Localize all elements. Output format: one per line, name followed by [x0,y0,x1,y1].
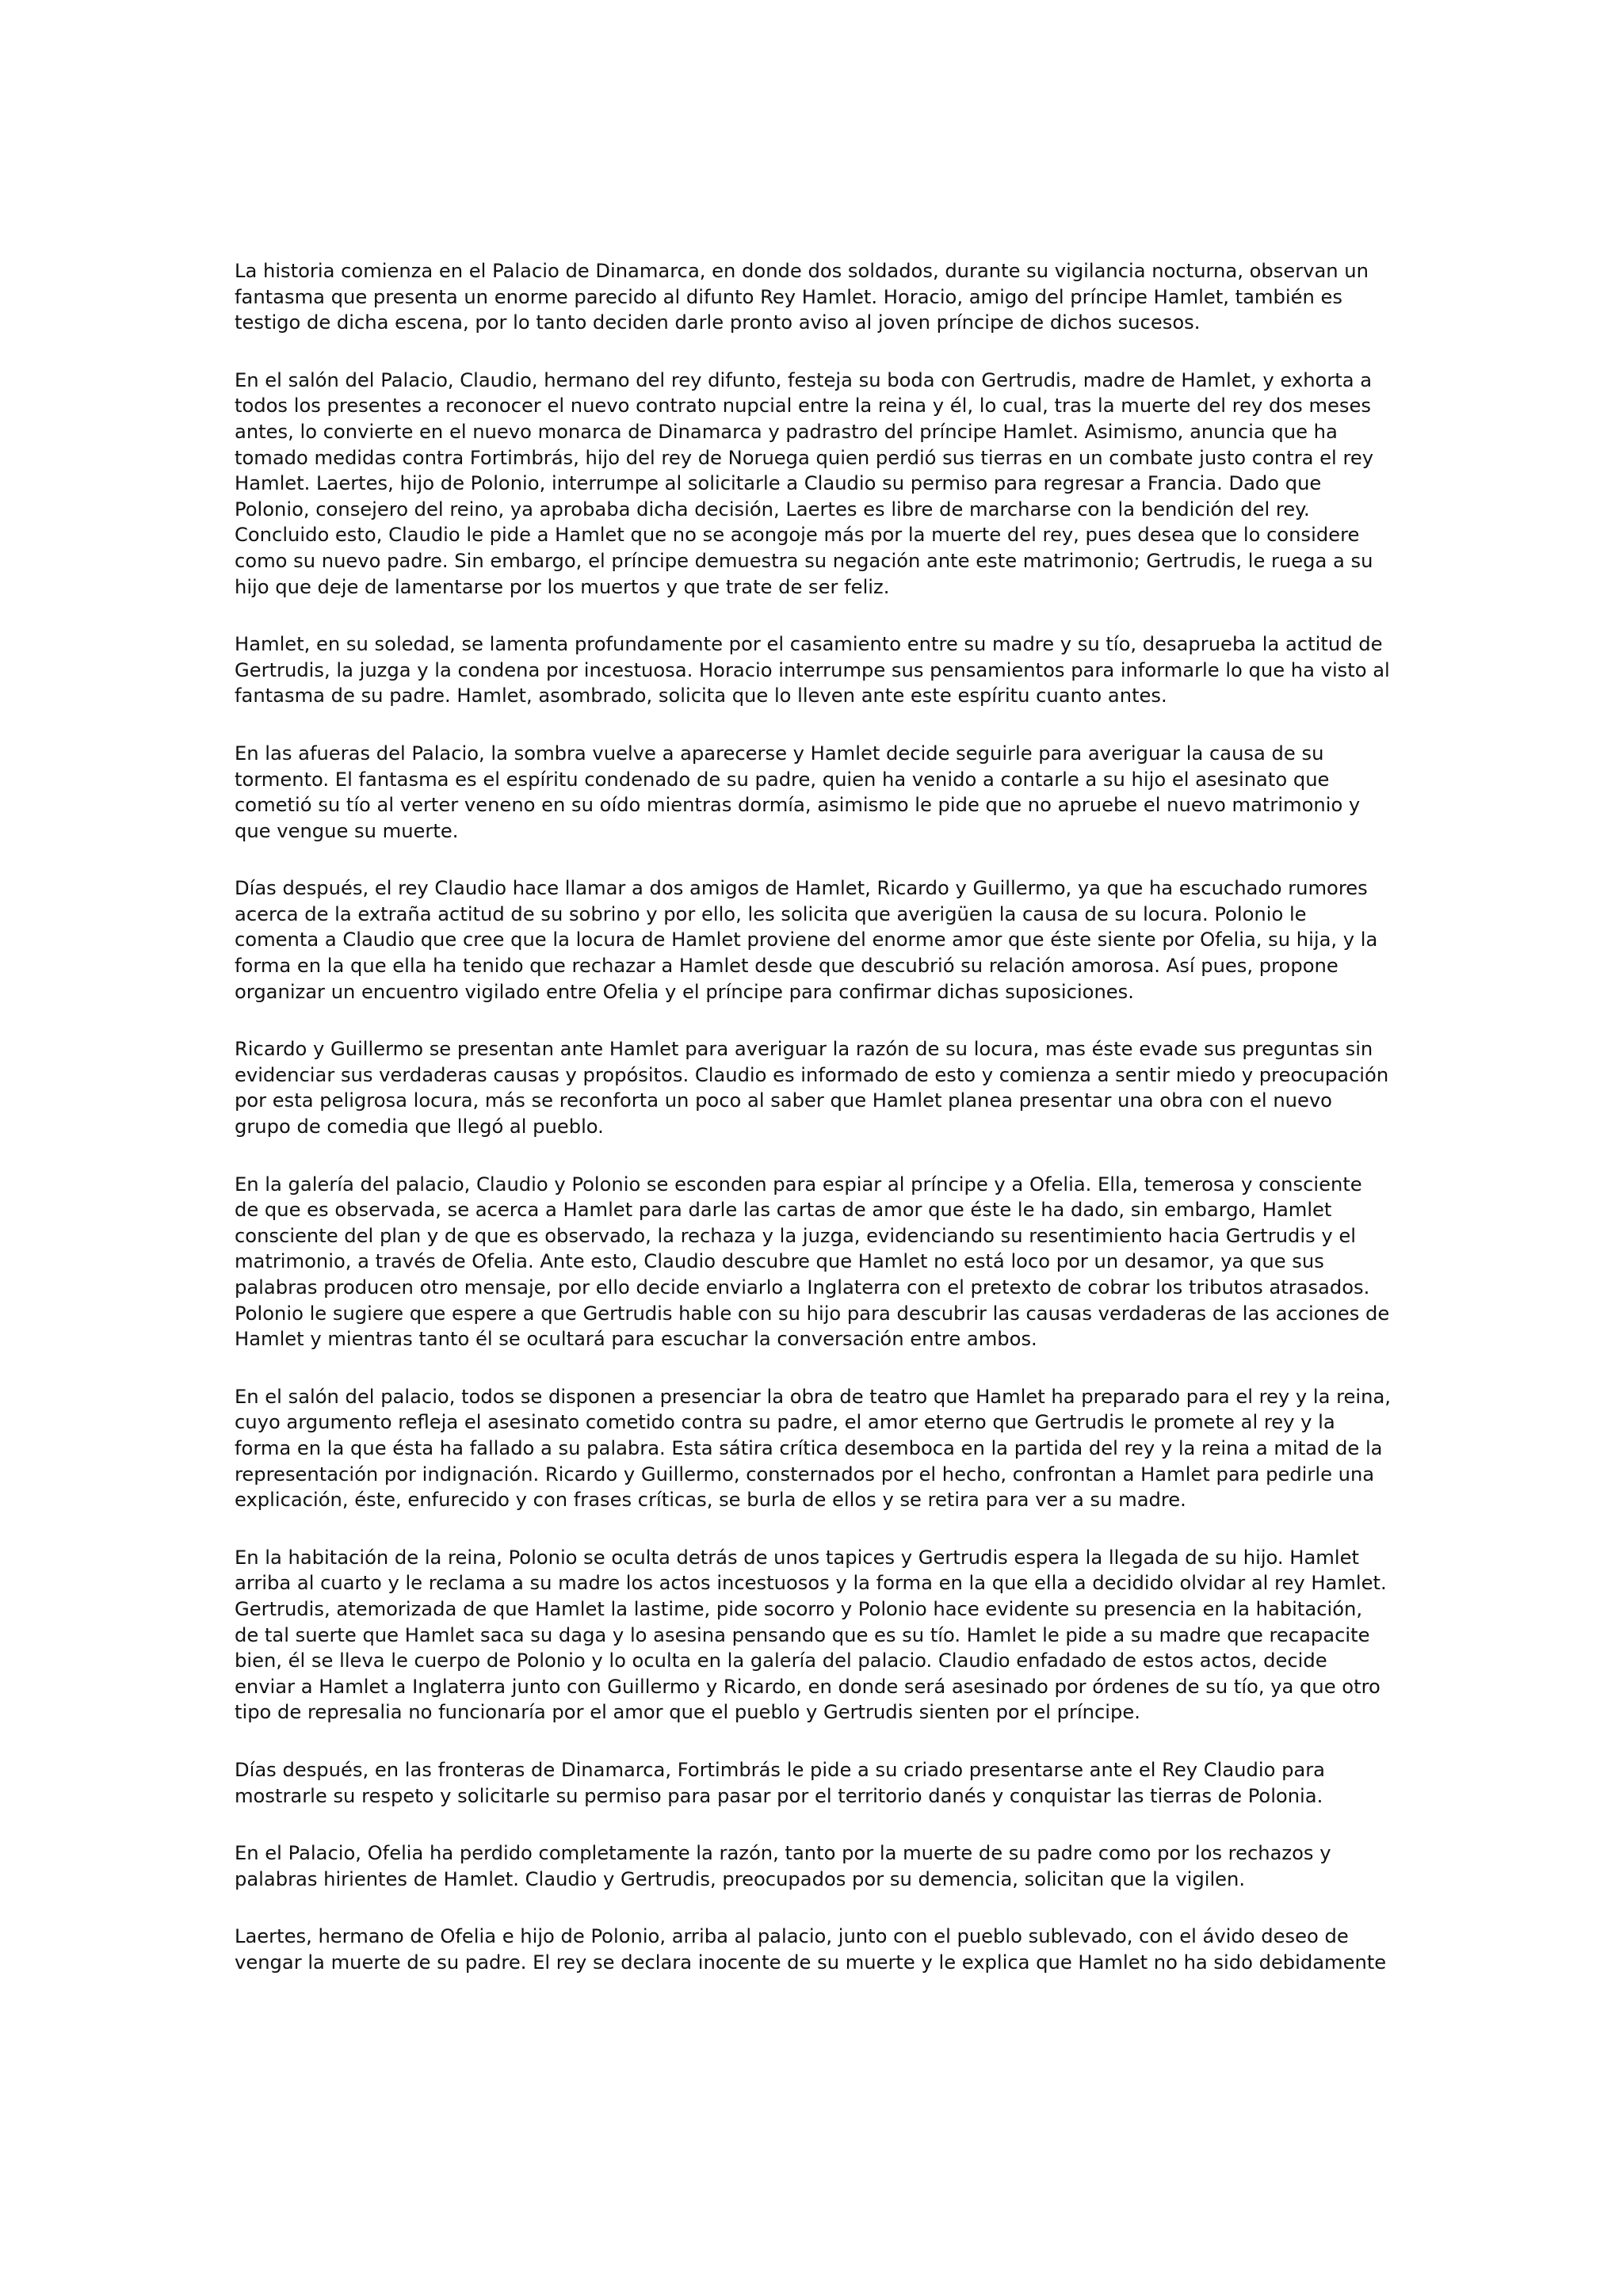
paragraph: Laertes, hermano de Ofelia e hijo de Polonio, arriba al palacio, junto con el pueblo sublevado, con el ávido deseo de vengar la muerte de su padre. El rey se declara inocente de su muerte y le explica que Hamlet no ha sido debidamente [235,1925,1387,1974]
paragraph: En el salón del Palacio, Claudio, hermano del rey difunto, festeja su boda con Gertrudis, madre de Hamlet, y exhorta a todos los presentes a reconocer el nuevo contrato nupcial entre la reina y él, lo cual, tras la muerte del rey dos meses antes, lo convierte en el nuevo monarca de Dinamarca y padrastro del príncipe Hamlet. Asimismo, anuncia que ha tomado medidas contra Fortimbrás, hijo del rey de Noruega quien perdió sus tierras en un combate justo contra el rey Hamlet. Laertes, hijo de Polonio, interrumpe al solicitarle a Claudio su permiso para regresar a Francia. Dado que Polonio, consejero del reino, ya aprobaba dicha decisión, Laertes es libre de marcharse con la bendición del rey. Concluido esto, Claudio le pide a Hamlet que no se acongoje más por la muerte del rey, pues desea que lo considere como su nuevo padre. Sin embargo, el príncipe demuestra su negación ante este matrimonio; Gertrudis, le ruega a su hijo que deje de lamentarse por los muertos y que trate de ser feliz. [235,368,1374,598]
document-body [235,258,1392,1975]
paragraph: Días después, en las fronteras de Dinamarca, Fortimbrás le pide a su criado presentarse ante el Rey Claudio para mostrarle su respeto y solicitarle su permiso para pasar por el territorio danés y conquistar las tierras de Polonia. [235,1758,1326,1807]
paragraph: En la habitación de la reina, Polonio se oculta detrás de unos tapices y Gertrudis espera la llegada de su hijo. Hamlet arriba al cuarto y le reclama a su madre los actos incestuosos y la forma en la que ella a decidido olvidar al rey Hamlet. Gertrudis, atemorizada de que Hamlet la lastime, pide socorro y Polonio hace evidente su presencia en la habitación, de tal suerte que Hamlet saca su daga y lo asesina pensando que es su tío. Hamlet le pide a su madre que recapacite bien, él se lleva le cuerpo de Polonio y lo oculta en la galería del palacio. Claudio enfadado de estos actos, decide enviar a Hamlet a Inglaterra junto con Guillermo y Ricardo, en donde será asesinado por órdenes de su tío, ya que otro tipo de represalia no funcionaría por el amor que el pueblo y Gertrudis sienten por el príncipe. [235,1546,1387,1724]
paragraph: Días después, el rey Claudio hace llamar a dos amigos de Hamlet, Ricardo y Guillermo, ya que ha escuchado rumores acerca de la extraña actitud de su sobrino y por ello, les solicita que averigüen la causa de su locura. Polonio le comenta a Claudio que cree que la locura de Hamlet proviene del enorme amor que éste siente por Ofelia, su hija, y la forma en la que ella ha tenido que rechazar a Hamlet desde que descubrió su relación amorosa. Así pues, propone organizar un encuentro vigilado entre Ofelia y el príncipe para confirmar dichas suposiciones. [235,877,1378,1003]
paragraph: En la galería del palacio, Claudio y Polonio se esconden para espiar al príncipe y a Ofelia. Ella, temerosa y consciente de que es observada, se acerca a Hamlet para darle las cartas de amor que éste le ha dado, sin embargo, Hamlet consciente del plan y de que es observado, la rechaza y la juzga, evidenciando su resentimiento hacia Gertrudis y el matrimonio, a través de Ofelia. Ante esto, Claudio descubre que Hamlet no está loco por un desamor, ya que sus palabras producen otro mensaje, por ello decide enviarlo a Inglaterra con el pretexto de cobrar los tributos atrasados. Polonio le sugiere que espere a que Gertrudis hable con su hijo para descubrir las causas verdaderas de las acciones de Hamlet y mientras tanto él se ocultará para escuchar la conversación entre ambos. [235,1173,1390,1351]
paragraph: En el salón del palacio, todos se disponen a presenciar la obra de teatro que Hamlet ha preparado para el rey y la reina, cuyo argumento refleja el asesinato cometido contra su padre, el amor eterno que Gertrudis le promete al rey y la forma en la que ésta ha fallado a su palabra. Esta sátira crítica desemboca en la partida del rey y la reina a mitad de la representación por indignación. Ricardo y Guillermo, consternados por el hecho, confrontan a Hamlet para pedirle una explicación, éste, enfurecido y con frases críticas, se burla de ellos y se retira para ver a su madre. [235,1385,1391,1512]
paragraph: La historia comienza en el Palacio de Dinamarca, en donde dos soldados, durante su vigilancia nocturna, observan un fantasma que presenta un enorme parecido al difunto Rey Hamlet. Horacio, amigo del príncipe Hamlet, también es testigo de dicha escena, por lo tanto deciden darle pronto aviso al joven príncipe de dichos sucesos. [235,260,1369,334]
paragraph: En las afueras del Palacio, la sombra vuelve a aparecerse y Hamlet decide seguirle para averiguar la causa de su tormento. El fantasma es el espíritu condenado de su padre, quien ha venido a contarle a su hijo el asesinato que cometió su tío al verter veneno en su oído mientras dormía, asimismo le pide que no apruebe el nuevo matrimonio y que vengue su muerte. [235,742,1361,842]
paragraph: En el Palacio, Ofelia ha perdido completamente la razón, tanto por la muerte de su padre como por los rechazos y palabras hirientes de Hamlet. Claudio y Gertrudis, preocupados por su demencia, solicitan que la vigilen. [235,1842,1331,1890]
paragraph: Ricardo y Guillermo se presentan ante Hamlet para averiguar la razón de su locura, mas éste evade sus preguntas sin evidenciar sus verdaderas causas y propósitos. Claudio es informado de esto y comienza a sentir miedo y preocupación por esta peligrosa locura, más se reconforta un poco al saber que Hamlet planea presentar una obra con el nuevo grupo de comedia que llegó al pueblo. [235,1038,1389,1138]
paragraph: Hamlet, en su soledad, se lamenta profundamente por el casamiento entre su madre y su tío, desaprueba la actitud de Gertrudis, la juzga y la condena por incestuosa. Horacio interrumpe sus pensamientos para informarle lo que ha visto al fantasma de su padre. Hamlet, asombrado, solicita que lo lleven ante este espíritu cuanto antes. [235,633,1390,707]
